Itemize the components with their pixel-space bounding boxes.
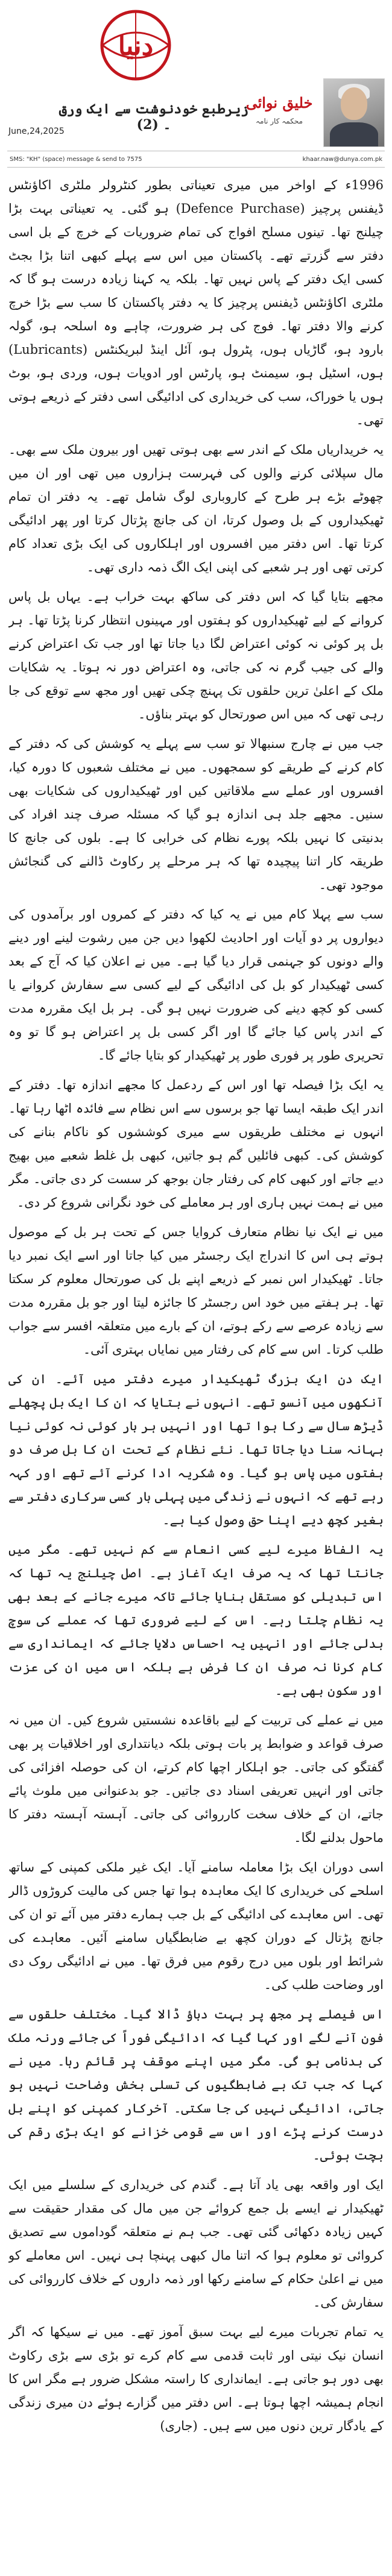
- author-subtitle: محکمہ کار نامہ: [255, 117, 303, 125]
- email-link[interactable]: khaar.naw@dunya.com.pk: [302, 156, 382, 163]
- article-paragraph: میں نے ایک نیا نظام متعارف کروایا جس کے تحت ہر بل کے موصول ہوتے ہی اس کا اندراج ایک رجسٹر میں کیا جاتا اور اسے ایک نمبر دیا جاتا۔ ٹھیکیدار اس نمبر کے ذریعے اپنے بل کی صورتحال معلوم کر سکتا تھا۔ ہر ہفتے میں خود اس رجسٹر کا جائزہ لیتا اور جو بل مقررہ مدت سے زیادہ عرصے سے رکے ہوتے، ان کے بارے میں متعلقہ افسر سے جواب طلب کرتا۔ اس سے کام کی رفتار میں نمایاں بہتری آئی۔: [8, 1225, 384, 1357]
- logo-text: دنیا: [118, 31, 154, 61]
- article-paragraph: ایک دن ایک بزرگ ٹھیکیدار میرے دفتر میں آئے۔ ان کی آنکھوں میں آنسو تھے۔ انہوں نے بتایا کہ ان کا ایک بل پچھلے ڈیڑھ سال سے رکا ہوا تھا اور انہیں ہر بار کوئی نہ کوئی نیا بہانہ سنا دیا جاتا تھا۔ نئے نظام کے تحت ان کا بل صرف دو ہفتوں میں پاس ہو گیا۔ وہ شکریہ ادا کرنے آئے تھے اور کہہ رہے تھے کہ انہوں نے زندگی میں پہلی بار کسی سرکاری دفتر سے بغیر کچھ دیے اپنا حق وصول کیا ہے۔: [8, 1372, 384, 1527]
- article-paragraph: 1996ء کے اواخر میں میری تعیناتی بطور کنٹرولر ملٹری اکاؤنٹس ڈیفنس پرچیز (Defence Purchase) ہو گئی۔ یہ تعیناتی بہت بڑا چیلنج تھا۔ تینوں مسلح افواج کی تمام ضروریات کے خرچ کے بل اسی دفتر سے گزرتے تھے۔ پاکستان میں اس سے پہلے کبھی اتنا بڑا بجٹ کسی ایک دفتر کے پاس نہیں تھا۔ بلکہ یہ کہنا زیادہ درست ہو گا کہ ملٹری اکاؤنٹس ڈیفنس پرچیز کا یہ دفتر پاکستان کا سب سے بڑا خرچ کرنے والا دفتر تھا۔ فوج کی ہر ضرورت، چاہے وہ اسلحہ ہو، گولہ بارود ہو، گاڑیاں ہوں، پٹرول ہو، آئل اینڈ لبریکنٹس (Lubricants) ہوں، اسٹیل ہو، سیمنٹ ہو، پارٹس اور ادویات ہوں، وردی ہو، بوٹ ہوں یا خوراک، سب کی خریداری کی ادائیگی اسی دفتر کے ذریعے ہوتی تھی۔: [8, 178, 384, 427]
- article-paragraph: اس فیصلے پر مجھ پر بہت دباؤ ڈالا گیا۔ مختلف حلقوں سے فون آنے لگے اور کہا گیا کہ ادائیگی فوراً کی جائے ورنہ ملک کی بدنامی ہو گی۔ مگر میں اپنے موقف پر قائم رہا۔ میں نے کہا کہ جب تک بے ضابطگیوں کی تسلی بخش وضاحت نہیں ہو جاتی، ادائیگی نہیں کی جا سکتی۔ آخرکار کمپنی کو اپنے بل درست کرنے پڑے اور اس سے قومی خزانے کو ایک بڑی رقم کی بچت ہوئی۔: [8, 2007, 384, 2163]
- newspaper-logo[interactable]: [78, 5, 193, 89]
- article-paragraph: جب میں نے چارج سنبھالا تو سب سے پہلے یہ کوشش کی کہ دفتر کے کام کرنے کے طریقے کو سمجھوں۔ میں نے مختلف شعبوں کا دورہ کیا، افسروں اور عملے سے ملاقاتیں کیں اور ٹھیکیداروں کی شکایات بھی سنیں۔ مجھے جلد ہی اندازہ ہو گیا کہ مسئلہ صرف چند افراد کی بدنیتی کا نہیں بلکہ پورے نظام کی خرابی کا ہے۔ بلوں کی جانچ کا طریقہ کار اتنا پیچیدہ تھا کہ ہر مرحلے پر رکاوٹ ڈالنے کی گنجائش موجود تھی۔: [8, 737, 384, 892]
- article-paragraph: یہ خریداریاں ملک کے اندر سے بھی ہوتی تھیں اور بیرون ملک سے بھی۔ مال سپلائی کرنے والوں کی فہرست ہزاروں میں تھی اور ان میں چھوٹے بڑے ہر طرح کے کاروباری لوگ شامل تھے۔ یہ دفتر ان تمام ٹھیکیداروں کے بل وصول کرتا، ان کی جانچ پڑتال کرتا اور پھر ادائیگی کرتا تھا۔ اس دفتر میں افسروں اور اہلکاروں کی ایک بڑی تعداد کام کرتی تھی اور ہر شعبے کی اپنی ایک الگ ذمہ داری تھی۔: [8, 442, 384, 574]
- article-body: [8, 174, 384, 2568]
- author-block: [240, 78, 385, 151]
- article-paragraph: سب سے پہلا کام میں نے یہ کیا کہ دفتر کے کمروں اور برآمدوں کی دیواروں پر دو آیات اور احادیث لکھوا دیں جن میں رشوت لینے اور دینے والے دونوں کو جہنمی قرار دیا گیا ہے۔ میں نے اعلان کیا کہ آج کے بعد کسی ٹھیکیدار کو بل کی ادائیگی کے لیے کسی سے سفارش کروانے یا کسی کو کچھ دینے کی ضرورت نہیں ہو گی۔ ہر بل ایک مقررہ مدت کے اندر پاس کیا جائے گا اور اگر کسی بل پر اعتراض ہو گا تو وہ تحریری طور پر فوری طور پر ٹھیکیدار کو بتایا جائے گا۔: [8, 907, 384, 1063]
- info-bar: [7, 151, 385, 168]
- article-paragraph: ایک اور واقعہ بھی یاد آتا ہے۔ گندم کی خریداری کے سلسلے میں ایک ٹھیکیدار نے ایسے بل جمع کروائے جن میں مال کی مقدار حقیقت سے کہیں زیادہ دکھائی گئی تھی۔ جب ہم نے متعلقہ گوداموں سے تصدیق کروائی تو معلوم ہوا کہ اتنا مال کبھی پہنچا ہی نہیں۔ اس معاملے کو میں نے اعلیٰ حکام کے سامنے رکھا اور ذمہ داروں کے خلاف کارروائی کی سفارش کی۔: [8, 2178, 384, 2310]
- article-paragraph: اسی دوران ایک بڑا معاملہ سامنے آیا۔ ایک غیر ملکی کمپنی کے ساتھ اسلحے کی خریداری کا ایک معاہدہ ہوا تھا جس کی مالیت کروڑوں ڈالر تھی۔ اس معاہدے کی ادائیگی کے بل جب ہمارے دفتر میں آئے تو ان کی جانچ پڑتال کے دوران کچھ بے ضابطگیاں سامنے آئیں۔ معاہدے کی شرائط اور بلوں میں درج رقوم میں فرق تھا۔ میں نے ادائیگی روک دی اور وضاحت طلب کی۔: [8, 1860, 384, 1992]
- article-paragraph: مجھے بتایا گیا کہ اس دفتر کی ساکھ بہت خراب ہے۔ یہاں بل پاس کروانے کے لیے ٹھیکیداروں کو ہفتوں اور مہینوں انتظار کرنا پڑتا تھا۔ ہر بل پر کوئی نہ کوئی اعتراض لگا دیا جاتا تھا اور جب تک اعتراض کرنے والے کی جیب گرم نہ کی جاتی، وہ اعتراض دور نہ ہوتا۔ یہ شکایات ملک کے اعلیٰ ترین حلقوں تک پہنچ چکی تھیں اور مجھ سے توقع کی جا رہی تھی کہ میں اس صورتحال کو بہتر بناؤں۔: [8, 589, 384, 721]
- column-title: زیرطبع خودنوشت سے ایک ورق ۔ (2): [58, 101, 249, 133]
- article-paragraph: یہ الفاظ میرے لیے کسی انعام سے کم نہیں تھے۔ مگر میں جانتا تھا کہ یہ صرف ایک آغاز ہے۔ اصل چیلنج یہ تھا کہ اس تبدیلی کو مستقل بنایا جائے تاکہ میرے جانے کے بعد بھی یہ نظام چلتا رہے۔ اس کے لیے ضروری تھا کہ عملے کی سوچ بدلی جائے اور انہیں یہ احساس دلایا جائے کہ ایمانداری سے کام کرنا نہ صرف ان کا فرض ہے بلکہ اس میں ان کی عزت اور سکون بھی ہے۔: [8, 1542, 384, 1698]
- dunya-logo-icon: [84, 8, 187, 86]
- article-paragraph: یہ تمام تجربات میرے لیے بہت سبق آموز تھے۔ میں نے سیکھا کہ اگر انسان نیک نیتی اور ثابت قدمی سے کام کرے تو بڑی سے بڑی رکاوٹ بھی دور ہو جاتی ہے۔ ایمانداری کا راستہ مشکل ضرور ہے مگر اس کا انجام ہمیشہ اچھا ہوتا ہے۔ اس دفتر میں گزارے ہوئے دن میری زندگی کے یادگار ترین دنوں میں سے ہیں۔ (جاری): [8, 2325, 384, 2433]
- article-paragraph: یہ ایک بڑا فیصلہ تھا اور اس کے ردعمل کا مجھے اندازہ تھا۔ دفتر کے اندر ایک طبقہ ایسا تھا جو برسوں سے اس نظام سے فائدہ اٹھا رہا تھا۔ انہوں نے مختلف طریقوں سے میری کوششوں کو ناکام بنانے کی کوشش کی۔ کبھی فائلیں گم ہو جاتیں، کبھی بل غلط شعبے میں بھیج دیے جاتے اور کبھی کام کی رفتار جان بوجھ کر سست کر دی جاتی۔ مگر میں نے ہمت نہیں ہاری اور ہر معاملے کی خود نگرانی شروع کر دی۔: [8, 1078, 384, 1210]
- author-portrait-icon: [323, 78, 385, 147]
- article-paragraph: میں نے عملے کی تربیت کے لیے باقاعدہ نشستیں شروع کیں۔ ان میں نہ صرف قواعد و ضوابط پر بات ہوتی بلکہ دیانتداری اور اخلاقیات پر بھی گفتگو کی جاتی۔ جو اہلکار اچھا کام کرتے، ان کی حوصلہ افزائی کی جاتی اور انہیں تعریفی اسناد دی جاتیں۔ جو بدعنوانی میں ملوث پائے جاتے، ان کے خلاف سخت کارروائی کی جاتی۔ آہستہ آہستہ دفتر کا ماحول بدلنے لگا۔: [8, 1713, 384, 1845]
- author-name[interactable]: خلیق نوائی: [245, 94, 313, 112]
- sms-text: SMS: "KH" (space) message & send to 7575: [10, 156, 142, 163]
- masthead: [0, 0, 392, 181]
- column-date: June,24,2025: [8, 127, 65, 136]
